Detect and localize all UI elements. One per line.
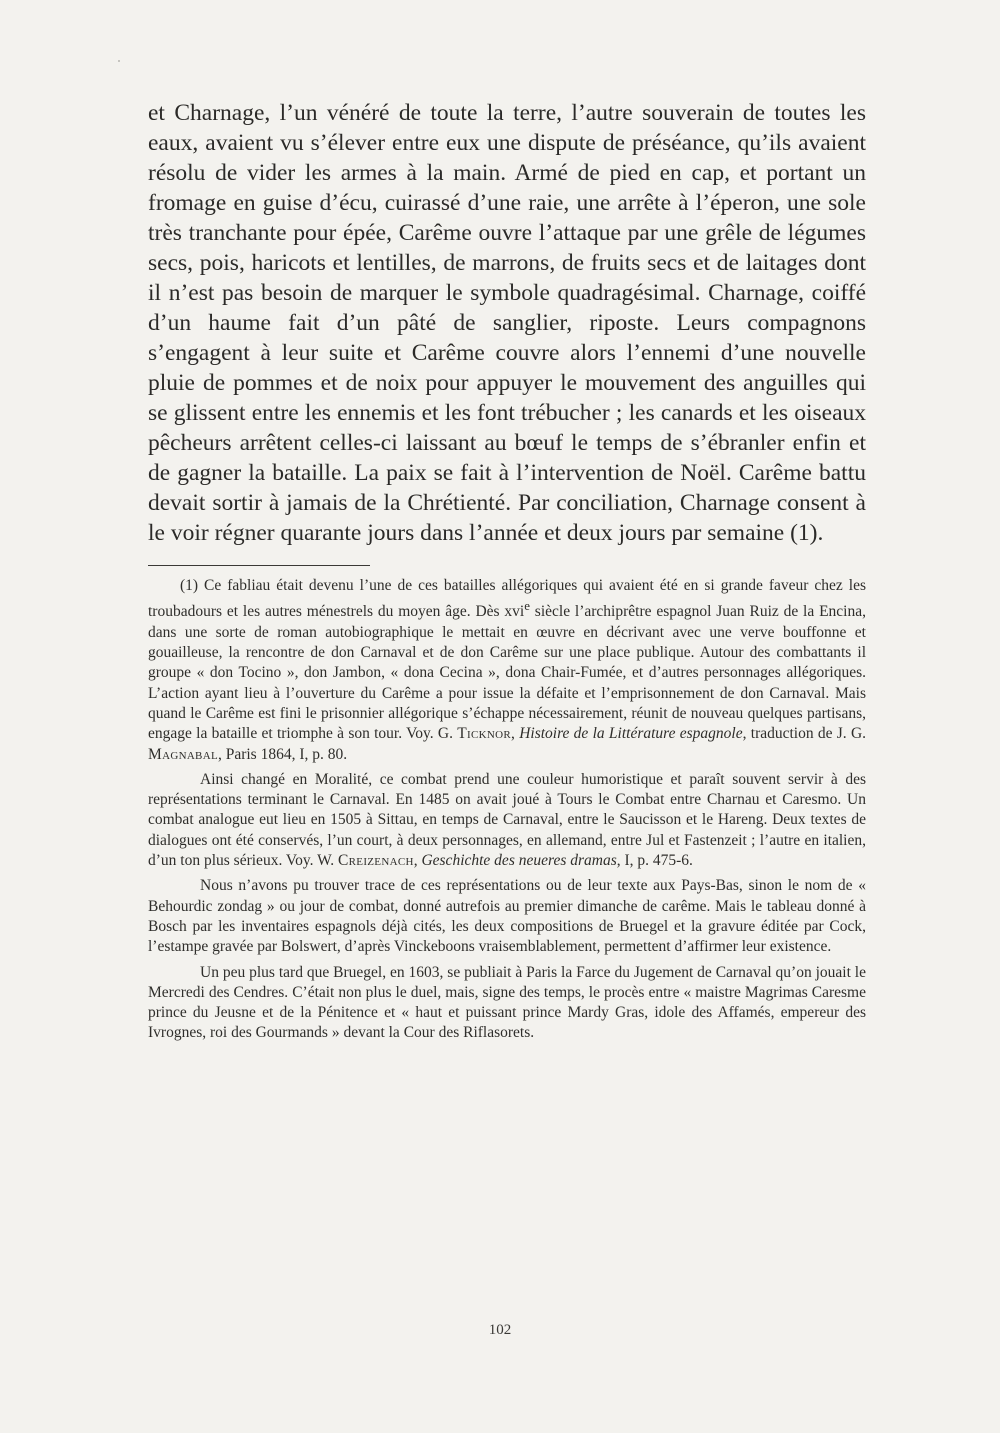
page-number: 102 <box>488 1322 512 1338</box>
translator-name: Magnabal <box>148 745 218 763</box>
footnote-text: , Paris 1864, I, p. 80. <box>217 745 348 763</box>
footnote-paragraph-4: Un peu plus tard que Bruegel, en 1603, se publiait à Paris la Farce du Jugement de Carnaval qu’on jouait le Mercredi des Cendres. C’était non plus le duel, mais, signe des temps, le procès entre « maistre Magrimas Caresme prince du Jeusne et de la Pénitence et « haut et puissant prince Mardy Gras, idole des Affamés, empereur des Ivrognes, roi des Gourmands » devant la Cour des Riflasorets. <box>148 963 866 1042</box>
author-name: Ticknor <box>457 725 512 743</box>
footnote-paragraph-3: Nous n’avons pu trouver trace de ces représentations ou de leur texte aux Pays-Bas, sinon le nom de « Behourdic zondag » ou jour de combat, donné autrefois au premier dimanche de carême. Mais le tableau donné à Bosch par les inventaires espagnols déjà cités, les deux compositions de Bruegel et la gravure éditée par Cock, l’estampe gravée par Bolswert, d’après Vinckeboons vraisemblablement, permettent d’affirmer leur existence. <box>148 877 866 956</box>
footnote-text: , traduction de J. G. <box>742 725 867 743</box>
separator: , <box>511 725 520 743</box>
footnote-text: (1) Ce fabliau était devenu l’une de ces batailles allégoriques qui avaient été en si grande faveur chez les troubadours et les autres ménestrels du moyen âge. Dès xvi <box>148 577 866 621</box>
main-paragraph: et Charnage, l’un vénéré de toute la terre, l’autre souverain de toutes les eaux, avaient vu s’élever entre eux une dispute de préséance, qu’ils avaient résolu de vider les armes à la main. Armé de pied en cap, et portant un fromage en guise d’écu, cuirassé d’une raie, une arrête à l’éperon, une sole très tranchante pour épée, Carême ouvre l’attaque par une grêle de légumes secs, pois, haricots et lentilles, de marrons, de fruits secs et de laitages dont il n’est pas besoin de marquer le symbole quadragésimal. Charnage, coiffé d’un haume fait d’un pâté de sanglier, riposte. Leurs compagnons s’engagent à leur suite et Carême couvre alors l’ennemi d’une nouvelle pluie de pommes et de noix pour appuyer le mouvement des anguilles qui se glissent entre les ennemis et les font trébucher ; les canards et les oiseaux pêcheurs arrêtent celles-ci laissant au bœuf le temps de s’ébranler enfin et de gagner la bataille. La paix se fait à l’intervention de Noël. Carême battu devait sortir à jamais de la Chrétienté. Par conciliation, Charnage consent à le voir régner quarante jours dans l’année et deux jours par semaine (1). <box>148 100 866 546</box>
footnote-text: siècle l’archiprêtre espagnol Juan Ruiz de la Encina, dans une sorte de roman autobiographique le mettait en œuvre en décrivant avec une verve bouffonne et gouailleuse, la rencontre de don Carnaval et de don Carême sur une place publique. Autour des combattants il groupe « don Tocino », don Jambon, « dona Cecina », dona Chair-Fumée, et d’autres personnages allégoriques. L’action ayant lieu à l’ouverture du Carême a pour issue la défaite et l’emprisonnement de don Carnaval. Mais quand le Carême est fini le prisonnier allégorique s’échappe nécessairement, réunit de nouveau quelques partisans, engage la bataille et triomphe à son tour. Voy. G. <box>148 603 866 743</box>
paper-speck <box>118 60 120 62</box>
footnote-text: , I, p. 475-6. <box>616 852 693 870</box>
footnote-separator <box>148 565 370 566</box>
author-name: Creizenach <box>338 852 414 870</box>
book-title: Geschichte des neueres dramas <box>421 852 617 870</box>
superscript: e <box>524 598 530 614</box>
footnote-paragraph-1 <box>148 576 866 765</box>
footnote-paragraph-2 <box>148 770 866 871</box>
footnote-block <box>148 576 866 1044</box>
book-title: Histoire de la Littérature espagnole <box>519 725 743 743</box>
page-body <box>148 98 866 1049</box>
separator: , <box>413 852 422 870</box>
footnote-text: Ainsi changé en Moralité, ce combat prend une couleur humoristique et paraît souvent servir à des représentations terminant le Carnaval. En 1485 on avait joué à Tours le Combat entre Charnau et Caresmo. Un combat analogue eut lieu en 1505 à Sittau, en temps de Carnaval, entre le Saucisson et le Hareng. Deux textes de dialogues ont été conservés, l’un court, à deux personnages, en allemand, entre Jul et Fastenzeit ; l’autre en italien, d’un ton plus sérieux. Voy. W. <box>148 770 866 870</box>
